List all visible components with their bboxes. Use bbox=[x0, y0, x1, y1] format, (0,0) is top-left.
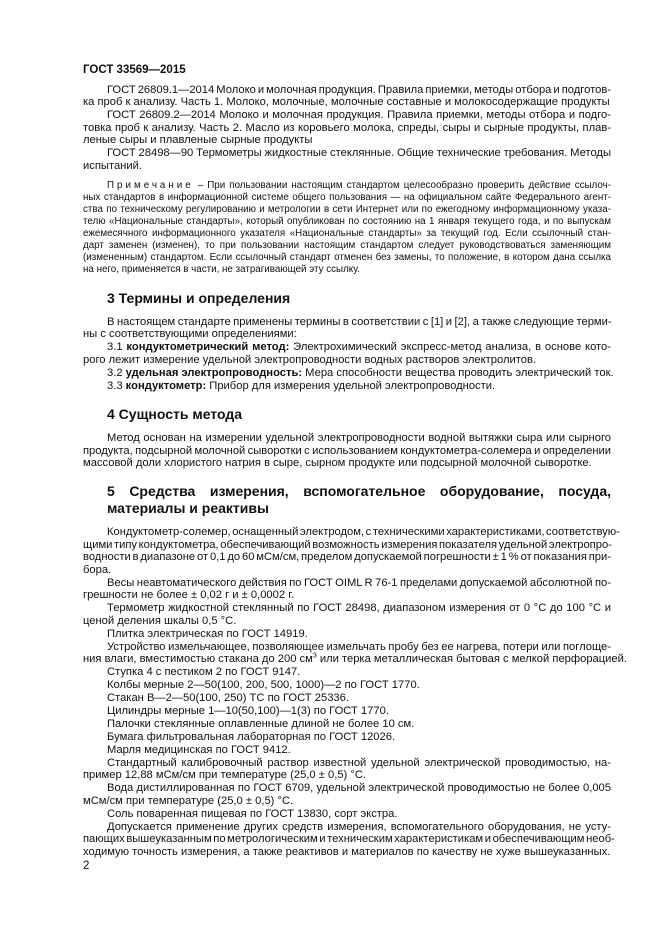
paragraph bbox=[83, 84, 611, 109]
line-content bbox=[83, 564, 111, 576]
text-line bbox=[83, 795, 611, 807]
text-line bbox=[83, 628, 611, 640]
line-content bbox=[107, 432, 611, 444]
line-content bbox=[107, 782, 611, 794]
text-line bbox=[83, 366, 614, 379]
line-text: бора. bbox=[83, 563, 112, 576]
text-line bbox=[83, 240, 611, 252]
line-text: Соль поваренная пищевая по ГОСТ 13830, сорт экстра. bbox=[107, 807, 398, 820]
text-line bbox=[83, 354, 611, 366]
text-line bbox=[83, 180, 611, 192]
line-text: 3.2 bbox=[107, 366, 126, 379]
paragraph bbox=[83, 808, 611, 820]
line-text: ГОСТ 28498—90 Термометры жидкостные стеклянные. Общие технические требования. Методы bbox=[107, 147, 611, 160]
term-name: удельная электропроводность: bbox=[125, 366, 303, 379]
line-text: В настоящем стандарте применены термины в соответствии с [1] и [2], а также следующие терми- bbox=[107, 316, 612, 329]
line-text: ежемесячного информационного указателя «Национальные стандарты» за текущий год. Если ссылочный стан- bbox=[83, 228, 611, 240]
line-text: ГОСТ 26809.1—2014 Молоко и молочная продукция. Правила приемки, методы отбора и подготов- bbox=[107, 84, 611, 96]
text-line bbox=[83, 666, 611, 678]
line-content bbox=[107, 180, 611, 191]
paragraph bbox=[83, 705, 611, 717]
text-line bbox=[83, 192, 611, 204]
line-text: Колбы мерные 2—50(100, 200, 500, 1000)—2 по ГОСТ 1770. bbox=[107, 678, 420, 691]
line-content bbox=[107, 744, 291, 756]
line-content bbox=[83, 216, 611, 227]
document-page bbox=[83, 63, 628, 859]
line-content bbox=[107, 500, 269, 516]
paragraph bbox=[83, 109, 611, 146]
text-line bbox=[83, 84, 611, 96]
line-text: – При пользовании настоящим стандартом целесообразно проверить действие ссылоч- bbox=[193, 180, 611, 192]
line-text: Ступка 4 с пестиком 2 по ГОСТ 9147. bbox=[107, 665, 301, 678]
line-text: телю «Национальные стандарты», который опубликован по состоянию на 1 января текущего года, и по выпускам bbox=[83, 216, 611, 228]
line-text: Цилиндры мерные 1—10(50,100)—1(3) по ГОСТ 1770. bbox=[107, 704, 389, 717]
line-content bbox=[107, 731, 395, 743]
text-line bbox=[83, 833, 615, 846]
text-line bbox=[83, 577, 611, 589]
line-content bbox=[83, 539, 612, 551]
line-text: Кондуктометр-солемер, оснащенный электродом, с техническими характеристиками, соответствую- bbox=[107, 526, 620, 539]
page-number: 2 bbox=[83, 860, 90, 872]
text-line bbox=[83, 216, 611, 228]
text-line bbox=[83, 526, 620, 539]
line-content bbox=[107, 316, 612, 328]
text-line bbox=[83, 445, 611, 457]
text-line bbox=[83, 539, 611, 551]
text-line bbox=[107, 290, 611, 307]
text-line bbox=[83, 602, 611, 614]
paragraph bbox=[83, 666, 611, 678]
line-content bbox=[83, 252, 611, 263]
text-line bbox=[83, 589, 611, 601]
line-text: мСм/см при температуре (25,0 ± 0,5) °С. bbox=[83, 794, 294, 807]
line-text: массовой доли хлористого натрия в сыре, сырном продукте или подсырной молочной сыворотке. bbox=[83, 457, 592, 470]
paragraph bbox=[83, 380, 611, 392]
text-line bbox=[83, 160, 611, 172]
text-line bbox=[83, 782, 611, 794]
line-content bbox=[83, 134, 312, 146]
text-line bbox=[83, 96, 611, 108]
line-text: ка проб к анализу. Часть 1. Молоко, молочные, молочные составные и молокосодержащие продукты bbox=[83, 96, 610, 109]
text-line bbox=[83, 615, 611, 627]
line-text: 3 Термины и определения bbox=[107, 290, 291, 307]
text-line bbox=[83, 652, 628, 665]
section-heading bbox=[83, 483, 611, 517]
line-content bbox=[83, 833, 615, 845]
paragraph bbox=[83, 602, 611, 627]
line-content bbox=[83, 160, 142, 172]
text-line bbox=[83, 328, 611, 340]
text-line bbox=[83, 134, 611, 146]
line-text: пающих вышеуказанным по метрологическим и техническим характеристикам и обеспечивающим необ- bbox=[83, 833, 615, 846]
text-line bbox=[83, 316, 611, 328]
line-content bbox=[107, 526, 620, 538]
text-line bbox=[83, 808, 611, 820]
text-line bbox=[83, 252, 611, 264]
line-content bbox=[83, 354, 536, 366]
line-text: ны с соответствующими определениями: bbox=[83, 328, 297, 341]
paragraph bbox=[83, 526, 620, 576]
line-content bbox=[107, 666, 300, 678]
line-content bbox=[83, 551, 611, 563]
line-text: ходимую точность измерения, а также реактивов и материалов по качеству не хуже вышеуказанных. bbox=[83, 845, 611, 858]
text-line bbox=[83, 380, 611, 392]
line-content bbox=[83, 457, 592, 469]
line-content bbox=[107, 808, 398, 820]
line-text: щими типу кондуктометра, обеспечивающий возможность измерения показателя удельной электропро- bbox=[83, 538, 612, 551]
line-content bbox=[83, 204, 611, 215]
term-name: кондуктометрический метод: bbox=[126, 341, 290, 354]
line-text: Термометр жидкостной стеклянный по ГОСТ 28498, диапазоном измерения от 0 °С до 100 °С и bbox=[107, 602, 611, 615]
line-text: 4 Сущность метода bbox=[107, 406, 243, 423]
line-text: Весы неавтоматического действия по ГОСТ OIML R 76-1 пределами допускаемой абсолютной по- bbox=[107, 576, 611, 589]
line-text: водности в диапазоне от 0,1 до 60 мСм/см, пределом допускаемой погрешности ± 1 % от показания при- bbox=[83, 551, 611, 564]
line-content bbox=[107, 602, 611, 614]
text-line bbox=[83, 744, 611, 756]
line-text: товка проб к анализу. Часть 2. Масло из коровьего молока, спреды, сыры и сырные продукты, плав- bbox=[83, 121, 611, 134]
line-text: Палочки стеклянные оплавленные длиной не более 10 см. bbox=[107, 717, 415, 730]
text-line bbox=[83, 757, 611, 769]
line-text: материалы и реактивы bbox=[107, 500, 269, 517]
line-content bbox=[107, 290, 290, 306]
line-content bbox=[83, 769, 366, 781]
text-line bbox=[83, 692, 611, 704]
line-text: Вода дистиллированная по ГОСТ 6709, удельной электрической проводимостью не более 0,005 bbox=[107, 782, 611, 795]
text-line bbox=[83, 457, 611, 469]
section-heading bbox=[83, 406, 611, 423]
line-text: испытаний. bbox=[83, 159, 142, 172]
text-line bbox=[83, 821, 611, 833]
term-name: кондуктометр: bbox=[125, 379, 207, 392]
line-text: ценой деления шкалы 0,5 °С. bbox=[83, 614, 237, 627]
line-text: грешности не более ± 0,02 г и ± 0,0002 г. bbox=[83, 589, 295, 602]
line-content bbox=[107, 577, 611, 589]
section-heading bbox=[83, 290, 611, 307]
line-content bbox=[107, 406, 242, 422]
line-text: ния влаги, вместимостью стакана до 200 см bbox=[83, 652, 313, 665]
line-content bbox=[83, 264, 360, 275]
line-text: продукта, подсырной молочной сыворотки с использованием кондуктометра-солемера и определении bbox=[83, 444, 611, 457]
line-text: леные сыры и плавленые сырные продукты bbox=[83, 134, 313, 147]
line-content bbox=[107, 718, 414, 730]
text-line bbox=[83, 122, 611, 134]
line-text: ных стандартов в информационной системе общего пользования — на официальном сайте Федерального агент- bbox=[83, 192, 611, 204]
line-text: ства по техническому регулированию и метрологии в сети Интернет или по ежегодному информационному указа- bbox=[83, 204, 611, 216]
paragraph bbox=[83, 782, 611, 807]
note-paragraph bbox=[83, 180, 611, 276]
text-line bbox=[83, 264, 611, 276]
paragraph bbox=[83, 147, 611, 172]
line-text: Стандартный калибровочный раствор известной удельной электрической проводимостью, на- bbox=[107, 756, 611, 769]
text-line bbox=[83, 204, 611, 216]
text-line bbox=[83, 109, 611, 121]
line-content bbox=[107, 380, 495, 392]
text-line bbox=[107, 483, 611, 500]
text-line bbox=[83, 341, 611, 353]
text-line bbox=[107, 500, 611, 517]
paragraph bbox=[83, 316, 611, 341]
line-content bbox=[107, 367, 614, 379]
document-header: ГОСТ 33569—2015 bbox=[83, 64, 186, 76]
paragraph bbox=[83, 640, 628, 666]
line-text: Метод основан на измерении удельной электропроводности водной вытяжки сыра или сырного bbox=[107, 432, 611, 445]
paragraph bbox=[83, 757, 611, 782]
superscript: 3 bbox=[312, 652, 317, 660]
paragraph bbox=[83, 718, 611, 730]
text-line bbox=[107, 406, 611, 423]
note-label: Примечание bbox=[107, 180, 194, 192]
text-line bbox=[83, 551, 611, 563]
line-content bbox=[83, 795, 293, 807]
line-content bbox=[83, 122, 611, 134]
line-text: на него, применяется в части, не затрагивающей эту ссылку. bbox=[83, 264, 360, 276]
line-content bbox=[107, 821, 611, 833]
line-content bbox=[107, 109, 611, 121]
paragraph bbox=[83, 432, 611, 469]
text-line bbox=[83, 147, 611, 159]
line-text: Прибор для измерения удельной электропроводности. bbox=[206, 379, 496, 392]
text-line bbox=[83, 679, 611, 691]
text-line bbox=[83, 769, 611, 781]
text-line bbox=[83, 432, 611, 444]
paragraph bbox=[83, 744, 611, 756]
line-content bbox=[107, 84, 611, 96]
text-line bbox=[83, 705, 611, 717]
line-text: или терка металлическая бытовая с мелкой перфорацией. bbox=[316, 652, 628, 665]
line-text: рого лежит измерение удельной электропроводности водных растворов электролитов. bbox=[83, 353, 537, 366]
line-text: пример 12,88 мСм/см при температуре (25,0 ± 0,5) °С. bbox=[83, 769, 367, 782]
line-content bbox=[83, 589, 294, 601]
line-content bbox=[107, 147, 611, 159]
line-text: Стакан В—2—50(100, 250) ТС по ГОСТ 25336. bbox=[107, 691, 349, 704]
line-text: 5 Средства измерения, вспомогательное оборудование, посуда, bbox=[107, 483, 611, 500]
line-content bbox=[107, 628, 308, 640]
text-line bbox=[83, 846, 611, 858]
paragraph bbox=[83, 731, 611, 743]
text-line bbox=[83, 718, 611, 730]
line-content bbox=[83, 615, 236, 627]
line-content bbox=[83, 192, 611, 203]
line-content bbox=[107, 692, 349, 704]
line-text: ГОСТ 26809.2—2014 Молоко и молочная продукция. Правила приемки, методы отбора и подго- bbox=[107, 109, 611, 122]
text-line bbox=[83, 228, 611, 240]
line-content bbox=[107, 705, 389, 717]
line-content bbox=[107, 483, 611, 499]
paragraph bbox=[83, 820, 615, 858]
line-text: Плитка электрическая по ГОСТ 14919. bbox=[107, 627, 308, 640]
line-text: Устройство измельчающее, позволяющее измельчать пробу без ее нагрева, потери или поглоще- bbox=[107, 640, 611, 653]
paragraph bbox=[83, 679, 611, 691]
line-content bbox=[83, 653, 627, 665]
paragraph bbox=[83, 577, 611, 602]
line-text: Мера способности вещества проводить электрический ток. bbox=[302, 366, 614, 379]
line-text: Электрохимический экспресс-метод анализа, в основе кото- bbox=[289, 341, 611, 354]
line-text: (измененным) стандартом. Если ссылочный стандарт отменен без замены, то положение, в котором дана ссылка bbox=[83, 252, 611, 264]
line-text: Марля медицинская по ГОСТ 9412. bbox=[107, 743, 291, 756]
line-content bbox=[107, 341, 611, 353]
line-content bbox=[83, 228, 611, 239]
line-text: Бумага фильтровальная лабораторная по ГОСТ 12026. bbox=[107, 730, 396, 743]
line-content bbox=[83, 846, 610, 858]
text-line bbox=[83, 564, 611, 576]
line-text: 3.3 bbox=[107, 379, 126, 392]
document-body bbox=[83, 84, 628, 858]
text-line bbox=[83, 731, 611, 743]
line-content bbox=[83, 240, 611, 251]
line-content bbox=[107, 641, 611, 653]
paragraph bbox=[83, 628, 611, 640]
paragraph bbox=[83, 366, 614, 379]
line-content bbox=[83, 328, 297, 340]
paragraph bbox=[83, 692, 611, 704]
paragraph bbox=[83, 341, 611, 366]
line-content bbox=[107, 679, 420, 691]
line-text: 3.1 bbox=[107, 341, 127, 354]
line-content bbox=[83, 445, 611, 457]
line-text: дарт заменен (изменен), то при пользовании настоящим стандартом следует руководствоваться заменяющим bbox=[83, 240, 611, 252]
line-content bbox=[83, 96, 610, 108]
text-line bbox=[83, 641, 611, 653]
line-content bbox=[107, 757, 611, 769]
line-text: Допускается применение других средств измерения, вспомогательного оборудования, не усту- bbox=[107, 820, 611, 833]
